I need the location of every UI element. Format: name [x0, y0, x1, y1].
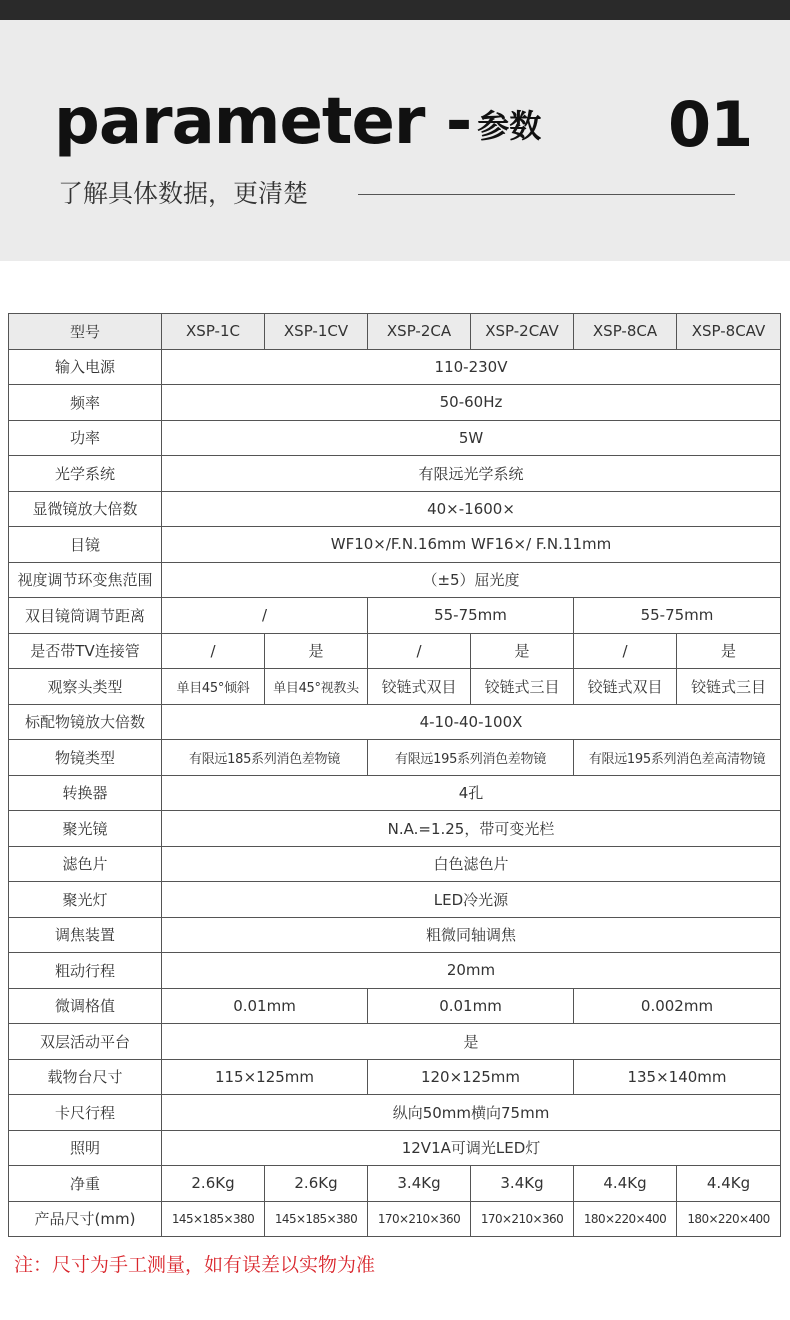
table-cell: 55-75mm [574, 598, 781, 634]
table-cell: 有限远195系列消色差物镜 [368, 740, 574, 776]
table-row [9, 527, 781, 563]
row-label: 物镜类型 [9, 740, 162, 776]
table-cell: 3.4Kg [368, 1166, 471, 1202]
table-cell: 170×210×360 [368, 1201, 471, 1237]
table-cell: / [368, 633, 471, 669]
top-bar [0, 0, 790, 20]
table-cell: 120×125mm [368, 1059, 574, 1095]
table-cell: 有限远光学系统 [162, 456, 781, 492]
table-cell: 4.4Kg [574, 1166, 677, 1202]
table-row [9, 917, 781, 953]
title-en: parameter - [54, 85, 472, 159]
table-cell: 单目45°视教头 [265, 669, 368, 705]
row-label: 照明 [9, 1130, 162, 1166]
table-cell: 铰链式双目 [574, 669, 677, 705]
table-cell: 0.002mm [574, 988, 781, 1024]
row-label: 功率 [9, 420, 162, 456]
subtitle: 了解具体数据，更清楚 [58, 179, 309, 208]
table-cell: WF10×/F.N.16mm WF16×/ F.N.11mm [162, 527, 781, 563]
table-cell: 115×125mm [162, 1059, 368, 1095]
table-cell: 4孔 [162, 775, 781, 811]
table-cell: 170×210×360 [471, 1201, 574, 1237]
row-label: 输入电源 [9, 349, 162, 385]
model-header: XSP-2CAV [471, 314, 574, 350]
section-number: 01 [668, 88, 753, 161]
table-row [9, 811, 781, 847]
table-cell: 是 [265, 633, 368, 669]
table-row [9, 349, 781, 385]
row-label: 卡尺行程 [9, 1095, 162, 1131]
table-cell: 55-75mm [368, 598, 574, 634]
table-cell: 5W [162, 420, 781, 456]
table-cell: 有限远185系列消色差物镜 [162, 740, 368, 776]
table-row [9, 420, 781, 456]
row-label: 微调格值 [9, 988, 162, 1024]
table-cell: 4.4Kg [677, 1166, 781, 1202]
table-cell: 145×185×380 [265, 1201, 368, 1237]
table-row [9, 988, 781, 1024]
table-row [9, 1024, 781, 1060]
table-cell: 白色滤色片 [162, 846, 781, 882]
row-label: 频率 [9, 385, 162, 421]
table-cell: 50-60Hz [162, 385, 781, 421]
table-cell: / [162, 633, 265, 669]
table-cell: 粗微同轴调焦 [162, 917, 781, 953]
table-row [9, 562, 781, 598]
model-header: XSP-8CAV [677, 314, 781, 350]
table-cell: 是 [471, 633, 574, 669]
table-cell: N.A.=1.25，带可变光栏 [162, 811, 781, 847]
table-row [9, 598, 781, 634]
table-row [9, 740, 781, 776]
row-label: 转换器 [9, 775, 162, 811]
table-cell: 180×220×400 [574, 1201, 677, 1237]
table-cell: 40×-1600× [162, 491, 781, 527]
row-label: 滤色片 [9, 846, 162, 882]
row-label: 目镜 [9, 527, 162, 563]
table-cell: 3.4Kg [471, 1166, 574, 1202]
table-row [9, 704, 781, 740]
model-header: XSP-1C [162, 314, 265, 350]
footnote: 注：尺寸为手工测量，如有误差以实物为准 [14, 1254, 376, 1276]
table-cell: 铰链式双目 [368, 669, 471, 705]
row-label: 调焦装置 [9, 917, 162, 953]
table-row [9, 1201, 781, 1237]
table-row [9, 775, 781, 811]
row-label: 视度调节环变焦范围 [9, 562, 162, 598]
table-cell: 铰链式三目 [677, 669, 781, 705]
table-row [9, 669, 781, 705]
table-cell: / [574, 633, 677, 669]
table-cell: 0.01mm [162, 988, 368, 1024]
table-row [9, 1130, 781, 1166]
title-cn: 参数 [477, 107, 542, 145]
table-cell: 0.01mm [368, 988, 574, 1024]
row-label: 净重 [9, 1166, 162, 1202]
row-label: 光学系统 [9, 456, 162, 492]
table-cell: 是 [677, 633, 781, 669]
model-header: XSP-2CA [368, 314, 471, 350]
table-row [9, 456, 781, 492]
row-label: 双目镜筒调节距离 [9, 598, 162, 634]
table-cell: / [162, 598, 368, 634]
row-label: 载物台尺寸 [9, 1059, 162, 1095]
table-cell: 纵向50mm横向75mm [162, 1095, 781, 1131]
row-label: 双层活动平台 [9, 1024, 162, 1060]
table-row [9, 633, 781, 669]
model-header: XSP-1CV [265, 314, 368, 350]
divider-line [358, 194, 735, 195]
table-cell: 2.6Kg [162, 1166, 265, 1202]
table-row [9, 846, 781, 882]
table-cell: LED冷光源 [162, 882, 781, 918]
row-label: 粗动行程 [9, 953, 162, 989]
model-header: XSP-8CA [574, 314, 677, 350]
header-banner [0, 20, 790, 261]
row-label: 产品尺寸(mm) [9, 1201, 162, 1237]
header-label: 型号 [9, 314, 162, 350]
table-header-row [9, 314, 781, 350]
table-row [9, 1059, 781, 1095]
row-label: 聚光灯 [9, 882, 162, 918]
table-cell: 2.6Kg [265, 1166, 368, 1202]
table-cell: 180×220×400 [677, 1201, 781, 1237]
page-title [54, 82, 541, 166]
row-label: 聚光镜 [9, 811, 162, 847]
table-cell: 有限远195系列消色差高清物镜 [574, 740, 781, 776]
table-cell: 110-230V [162, 349, 781, 385]
table-cell: 铰链式三目 [471, 669, 574, 705]
row-label: 标配物镜放大倍数 [9, 704, 162, 740]
table-cell: 4-10-40-100X [162, 704, 781, 740]
table-cell: 135×140mm [574, 1059, 781, 1095]
table-cell: 20mm [162, 953, 781, 989]
row-label: 观察头类型 [9, 669, 162, 705]
table-cell: 单目45°倾斜 [162, 669, 265, 705]
table-cell: 是 [162, 1024, 781, 1060]
table-row [9, 1095, 781, 1131]
parameter-table [8, 313, 781, 1237]
table-cell: 12V1A可调光LED灯 [162, 1130, 781, 1166]
table-row [9, 1166, 781, 1202]
row-label: 是否带TV连接管 [9, 633, 162, 669]
table-cell: （±5）屈光度 [162, 562, 781, 598]
table-row [9, 385, 781, 421]
table-row [9, 491, 781, 527]
table-row [9, 882, 781, 918]
table-cell: 145×185×380 [162, 1201, 265, 1237]
row-label: 显微镜放大倍数 [9, 491, 162, 527]
table-row [9, 953, 781, 989]
